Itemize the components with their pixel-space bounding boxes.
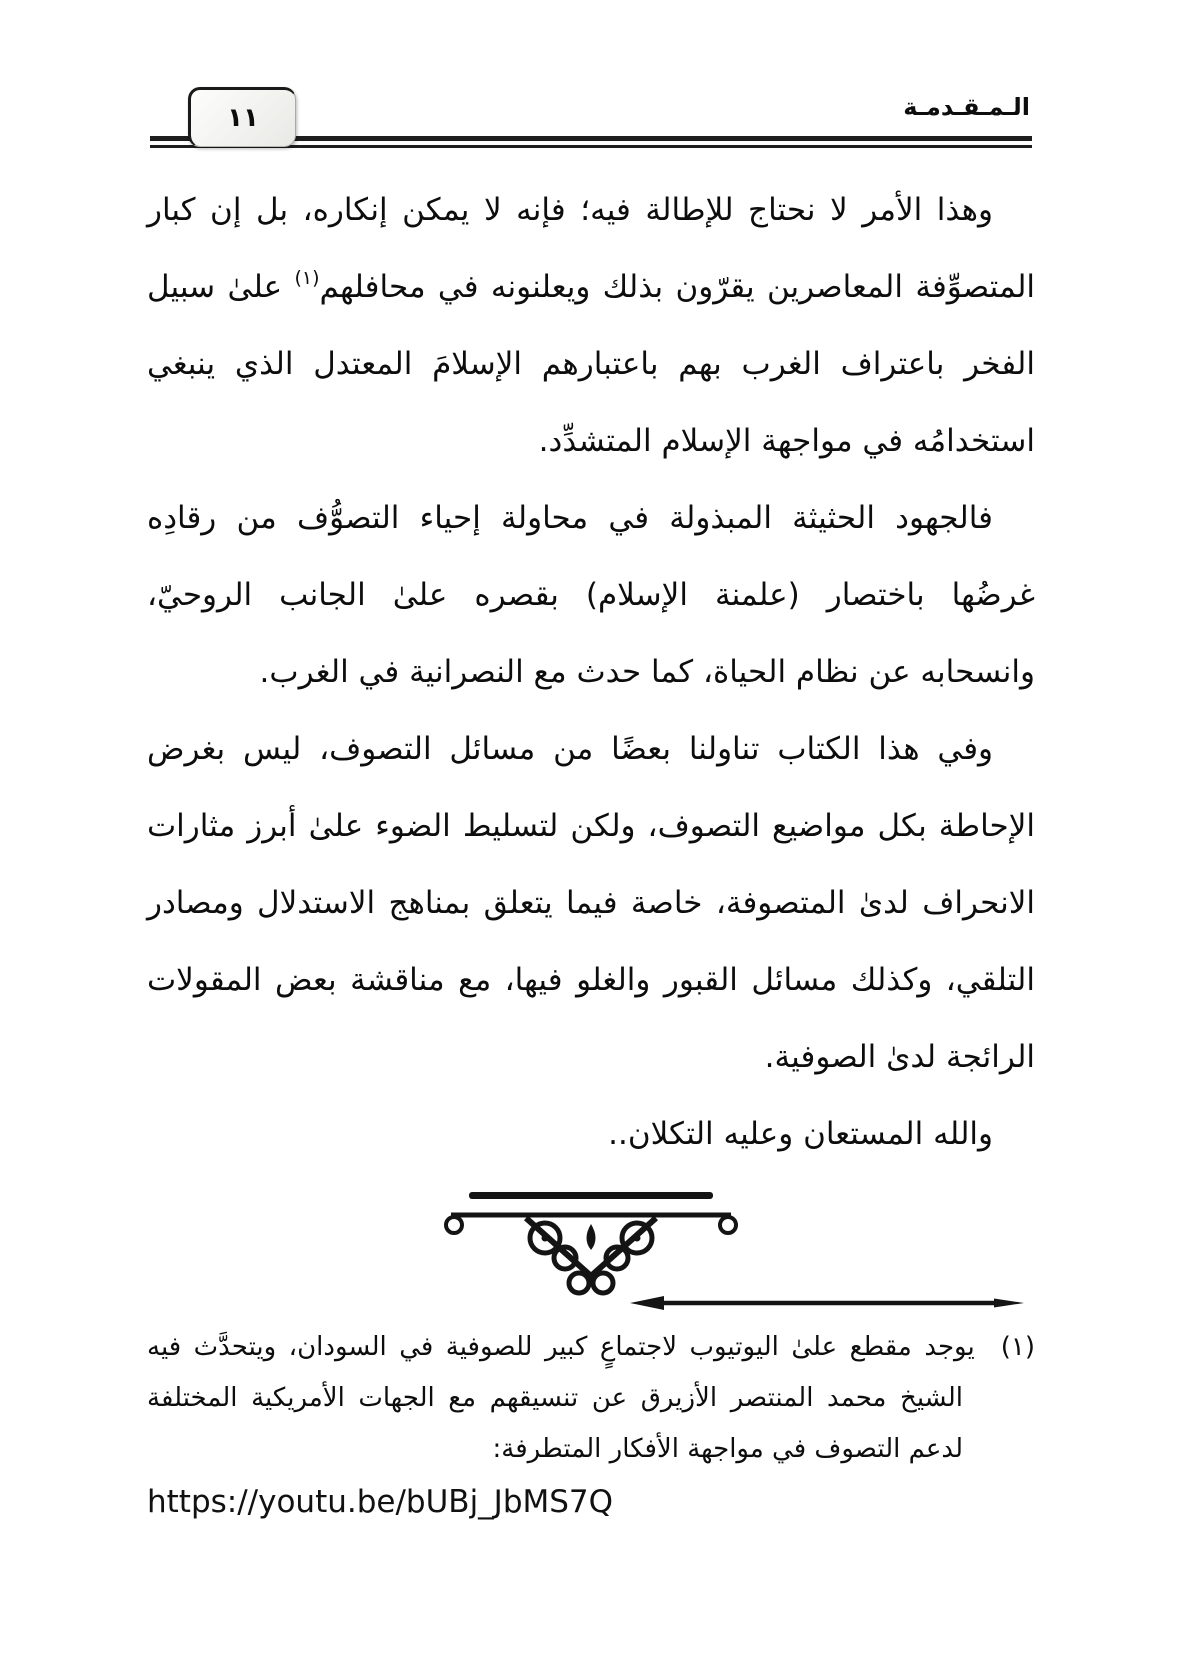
flourish-divider — [0, 1188, 1182, 1304]
paragraph-1 — [147, 172, 1035, 480]
chapter-title: الـمـقـدمـة — [903, 93, 1030, 121]
footnote-block — [147, 1322, 1035, 1475]
paragraph-1-text: وهذا الأمر لا نحتاج للإطالة فيه؛ فإنه لا يمكن إنكاره، بل إن كبار المتصوِّفة المعاصرين يقرّون بذلك ويعلنونه في محافلهم — [147, 192, 1035, 305]
paragraph-4-closing-line: والله المستعان وعليه التكلان.. — [608, 1116, 993, 1152]
page-number: ١١ — [227, 103, 259, 133]
body-text — [147, 172, 1035, 1173]
footnote-text: يوجد مقطع علىٰ اليوتيوب لاجتماعٍ كبير للصوفية في السودان، ويتحدَّث فيه الشيخ محمد المنتصر الأزيرق عن تنسيقهم مع الجهات الأمريكية المختلفة لدعم التصوف في مواجهة الأفكار المتطرفة: — [147, 1332, 975, 1464]
paragraph-3: وفي هذا الكتاب تناولنا بعضًا من مسائل التصوف، ليس بغرض الإحاطة بكل مواضيع التصوف، ولكن لتسليط الضوء علىٰ أبرز مثارات الانحراف لدىٰ المتصوفة، خاصة فيما يتعلق بمناهج الاستدلال ومصادر التلقي، وكذلك مسائل القبور والغلو فيها، مع مناقشة بعض المقولات الرائجة لدىٰ الصوفية. — [147, 731, 1035, 1075]
page-number-box — [188, 87, 296, 147]
paragraph-1-continuation: علىٰ سبيل الفخر باعتراف الغرب بهم باعتبارهم الإسلامَ المعتدل الذي ينبغي استخدامُه في مواجهة الإسلام المتشدِّد. — [147, 269, 1035, 459]
page-header — [150, 85, 1032, 155]
footnote-url: https://youtu.be/bUBj_JbMS7Q — [147, 1484, 614, 1520]
footnote-1 — [147, 1322, 1035, 1475]
footnote-separator — [628, 1294, 1026, 1316]
flourish-divider-icon — [441, 1188, 741, 1300]
footnote-ref-marker: (١) — [294, 267, 320, 289]
footnote-separator-arrow-icon — [628, 1294, 1026, 1312]
paragraph-2: فالجهود الحثيثة المبذولة في محاولة إحياء التصوُّف من رقادِه غرضُها باختصار (علمنة الإسلام) بقصره علىٰ الجانب الروحيّ، وانسحابه عن نظام الحياة، كما حدث مع النصرانية في الغرب. — [147, 500, 1035, 690]
footnote-marker: (١) — [1000, 1332, 1035, 1362]
